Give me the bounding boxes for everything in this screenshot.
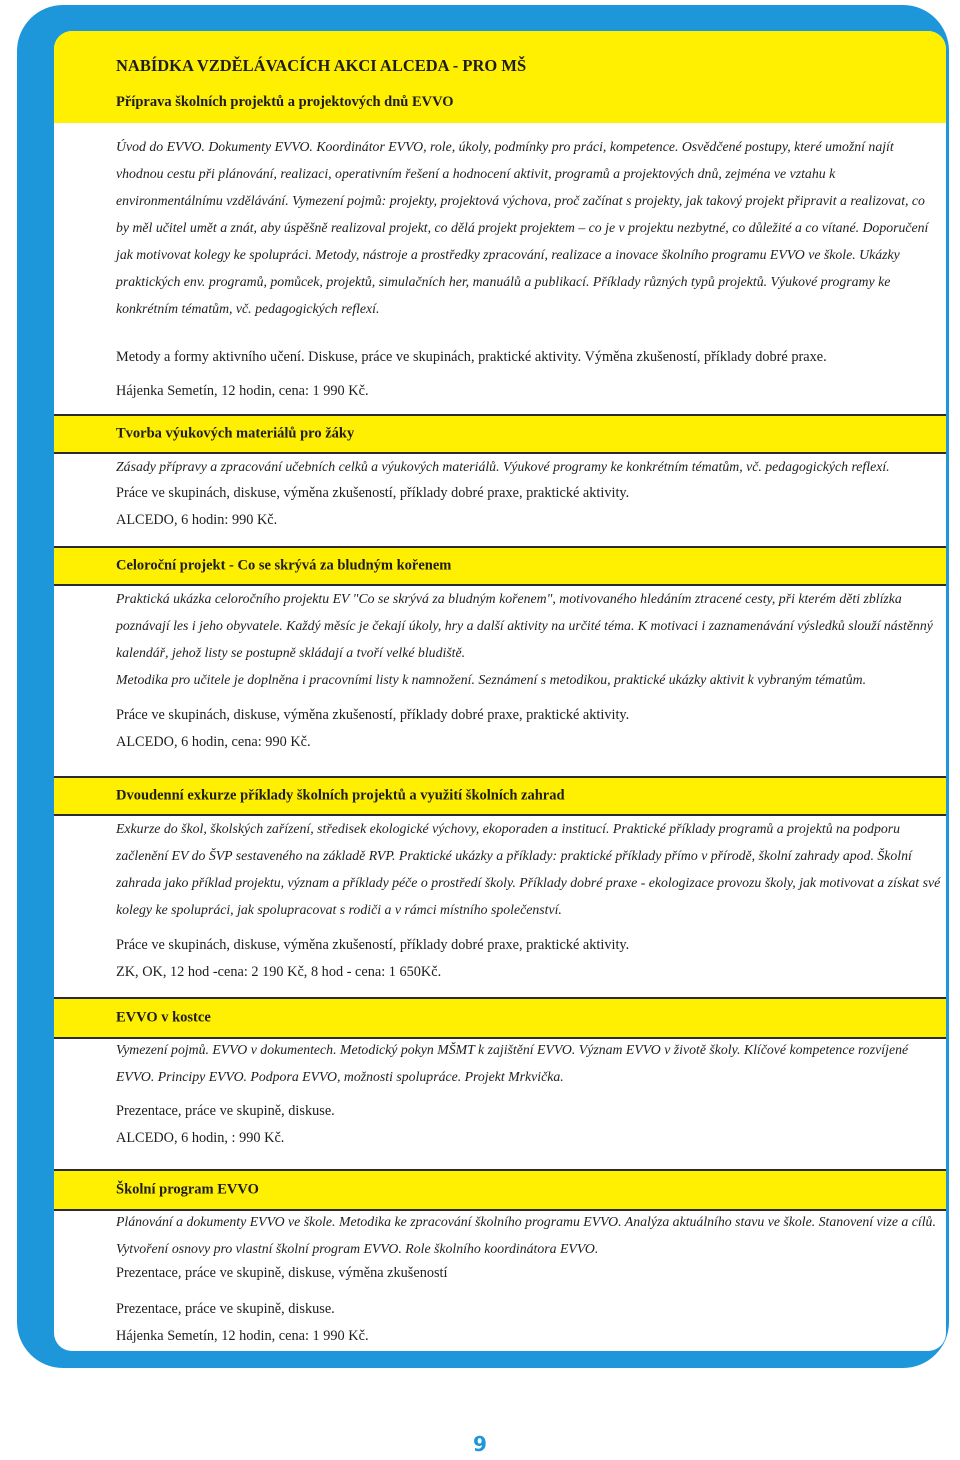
section-methods: Práce ve skupinách, diskuse, výměna zkušeností, příklady dobré praxe, praktické aktivity.	[116, 485, 630, 501]
section-price: Hájenka Semetín, 12 hodin, cena: 1 990 Kč.	[116, 383, 369, 399]
section-title: Školní program EVVO	[116, 1181, 259, 1198]
section-description: Úvod do EVVO. Dokumenty EVVO. Koordinátor EVVO, role, úkoly, podmínky pro práci, kompetence. Osvědčené postupy, které umožní najít vhodnou cestu při plánování, realizaci, operativním řešení a hodnocení aktivit, programů a projektových dnů, zejména ve vztahu k environmentálnímu vzdělávání. Vymezení pojmů: projekty, projektová výchova, proč začínat s projekty, jak takový projekt připravit a realizovat, co by měl učitel umět a znát, aby úspěšně realizoval projekt, co dělá projekt projektem – co je v projektu nezbytné, co důležité a co vítané. Doporučení jak motivovat kolegy ke spolupráci. Metody, nástroje a prostředky zpracování, realizace a inovace školního programu EVVO ve škole. Ukázky praktických env. programů, pomůcek, projektů, simulačních her, manuálů a publikací. Příklady různých typů projektů. Výukové programy ke konkrétním tématům, vč. pedagogických reflexí.	[116, 139, 929, 316]
section-description: Exkurze do škol, školských zařízení, středisek ekologické výchovy, ekoporaden a institucí. Praktické příklady programů a projektů na podporu začlenění EV do ŠVP sestaveného na základě RVP. Praktické ukázky a příklady: praktické příklady přímo v přírodě, školní zahrady apod. Školní zahrada jako příklad projektu, význam a příklady péče o prostředí školy. Příklady dobré praxe - ekologizace provozu školy, jak motivovat a získat své kolegy ke spolupráci, jak spolupracovat s rodiči a v rámci místního společenství.	[116, 821, 941, 917]
section-description: Plánování a dokumenty EVVO ve škole. Metodika ke zpracování školního programu EVVO. Analýza aktuálního stavu ve škole. Stanovení vize a cílů. Vytvoření osnovy pro vlastní školní program EVVO. Role školního koordinátora EVVO.	[116, 1214, 936, 1256]
section-header	[54, 997, 946, 1039]
section-header	[54, 414, 946, 454]
section-description: Praktická ukázka celoročního projektu EV "Co se skrývá za bludným kořenem", motivovaného hledáním ztracené cesty, při kterém děti zblízka poznávají les i jeho obyvatele. Každý měsíc je čekají úkoly, hry a další aktivity na určité téma. K motivaci i zaznamenávání výsledků slouží nástěnný kalendář, jehož listy se postupně skládají a tvoří velké bludiště.	[116, 591, 933, 660]
section-title: EVVO v kostce	[116, 1009, 211, 1026]
section-price: ZK, OK, 12 hod -cena: 2 190 Kč, 8 hod - cena: 1 650Kč.	[116, 964, 442, 980]
section-description: Vymezení pojmů. EVVO v dokumentech. Metodický pokyn MŠMT k zajištění EVVO. Význam EVVO v životě školy. Klíčové kompetence rozvíjené EVVO. Principy EVVO. Podpora EVVO, možnosti spolupráce. Projekt Mrkvička.	[116, 1042, 909, 1084]
section-price: ALCEDO, 6 hodin: 990 Kč.	[116, 512, 278, 528]
section-description-2: Metodika pro učitele je doplněna i pracovními listy k namnožení. Seznámení s metodikou, praktické ukázky aktivit k vybraným tématům.	[116, 672, 867, 687]
section-methods: Práce ve skupinách, diskuse, výměna zkušeností, příklady dobré praxe, praktické aktivity.	[116, 707, 630, 723]
content-panel	[54, 31, 946, 1351]
section-title: Dvoudenní exkurze příklady školních projektů a využití školních zahrad	[116, 787, 565, 804]
section-methods: Metody a formy aktivního učení. Diskuse, práce ve skupinách, praktické aktivity. Výměna zkušeností, příklady dobré praxe.	[116, 349, 827, 365]
section-price: ALCEDO, 6 hodin, cena: 990 Kč.	[116, 734, 311, 750]
section-methods: Prezentace, práce ve skupině, diskuse.	[116, 1301, 335, 1317]
section-price: ALCEDO, 6 hodin, : 990 Kč.	[116, 1130, 285, 1146]
section-header	[54, 546, 946, 586]
page-number: 9	[473, 1432, 487, 1456]
section-header	[54, 1169, 946, 1211]
section-methods: Prezentace, práce ve skupině, diskuse.	[116, 1103, 335, 1119]
page-frame	[17, 5, 949, 1368]
section-header	[54, 776, 946, 816]
section-methods: Prezentace, práce ve skupině, diskuse, výměna zkušeností	[116, 1265, 448, 1281]
header-band	[54, 31, 946, 123]
section-description: Zásady přípravy a zpracování učebních celků a výukových materiálů. Výukové programy ke konkrétním tématům, vč. pedagogických reflexí.	[116, 459, 890, 474]
page-subtitle: Příprava školních projektů a projektových dnů EVVO	[116, 94, 454, 110]
section-title: Celoroční projekt - Co se skrývá za bludným kořenem	[116, 557, 452, 574]
section-methods: Práce ve skupinách, diskuse, výměna zkušeností, příklady dobré praxe, praktické aktivity.	[116, 937, 630, 953]
section-price: Hájenka Semetín, 12 hodin, cena: 1 990 Kč.	[116, 1328, 369, 1344]
page-title: NABÍDKA VZDĚLÁVACÍCH AKCI ALCEDA - PRO MŠ	[116, 56, 527, 75]
section-title: Tvorba výukových materiálů pro žáky	[116, 425, 355, 442]
